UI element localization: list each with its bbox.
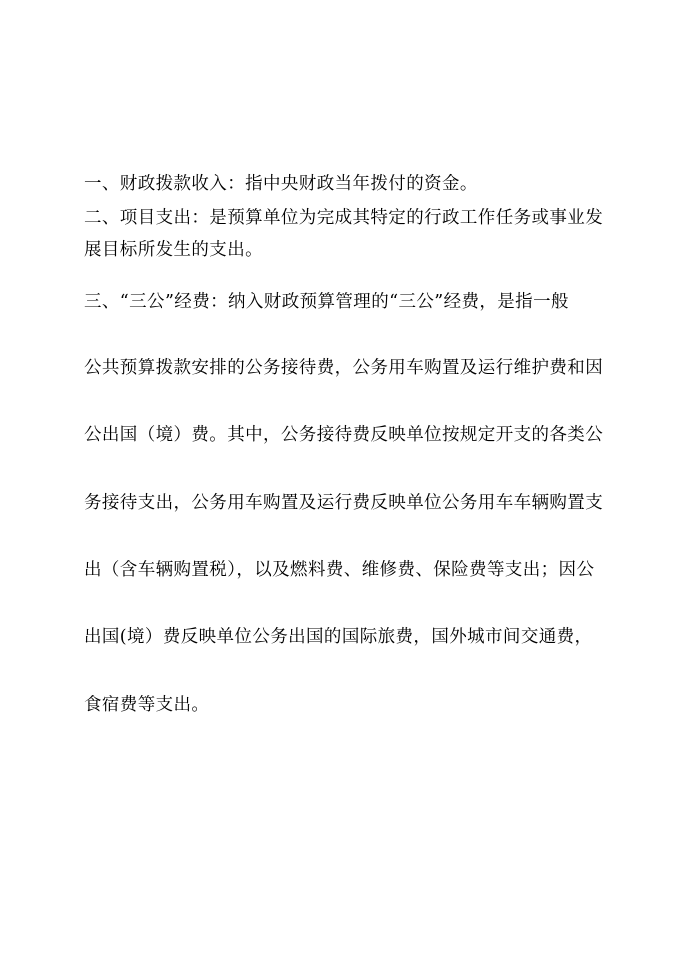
paragraph-line-1: 一、财政拨款收入：指中央财政当年拨付的资金。 [84,174,478,194]
paragraph-line-3: 展目标所发生的支出。 [84,240,263,260]
paragraph-line-7: 务接待支出，公务用车购置及运行费反映单位公务用车车辆购置支 [84,493,604,513]
paragraph-line-8: 出（含车辆购置税），以及燃料费、维修费、保险费等支出；因公 [84,560,595,580]
paragraph-line-4: 三、“三公”经费：纳入财政预算管理的“三公”经费，是指一般 [84,292,569,312]
paragraph-line-10: 食宿费等支出。 [84,695,210,715]
paragraph-line-2: 二、项目支出：是预算单位为完成其特定的行政工作任务或事业发 [84,208,604,228]
paragraph-line-9: 出国(境）费反映单位公务出国的国际旅费，国外城市间交通费， [84,627,593,647]
paragraph-line-6: 公出国（境）费。其中，公务接待费反映单位按规定开支的各类公 [84,425,604,445]
paragraph-line-5: 公共预算拨款安排的公务接待费，公务用车购置及运行维护费和因 [84,358,604,378]
